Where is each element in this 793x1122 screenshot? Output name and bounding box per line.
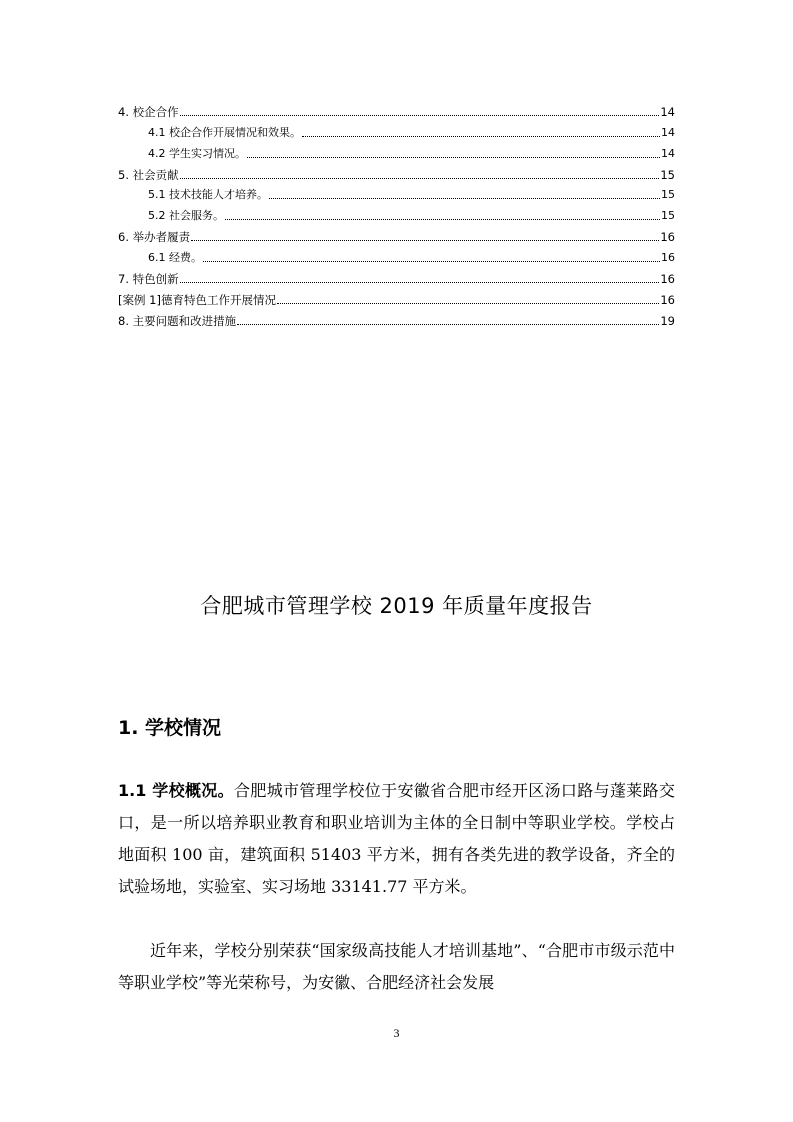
- toc-entry-title: 6.1 经费。: [148, 251, 202, 265]
- toc-entry[interactable]: [118, 223, 675, 244]
- toc-entry[interactable]: [118, 98, 675, 119]
- toc-entry-page: 15: [661, 188, 675, 202]
- toc-entry-page: 16: [661, 251, 675, 265]
- toc-entry[interactable]: [118, 307, 675, 328]
- toc-entry-title: 6. 举办者履责: [118, 230, 191, 245]
- toc-entry-title: [案例 1]德育特色工作开展情况: [118, 292, 276, 307]
- paragraph-text: 合肥城市管理学校位于安徽省合肥市经开区汤口路与蓬莱路交口，是一所以培养职业教育和职业培训为主体的全日制中等职业学校。学校占地面积 100 亩，建筑面积 51403 平方米，拥有各类先进的教学设备，齐全的试验场地，实验室、实习场地 33141.77 平方米。: [118, 781, 675, 896]
- paragraph-school-overview: [118, 775, 675, 903]
- toc-entry-page: 16: [660, 292, 675, 307]
- toc-leader-dots: [180, 282, 660, 283]
- toc-entry[interactable]: [118, 265, 675, 286]
- toc-entry-page: 14: [661, 125, 675, 139]
- toc-entry-page: 15: [660, 167, 675, 182]
- toc-leader-dots: [237, 324, 659, 325]
- paragraph-honors: 近年来，学校分别荣获“国家级高技能人才培训基地”、“合肥市市级示范中等职业学校”等光荣称号，为安徽、合肥经济社会发展: [118, 941, 675, 992]
- toc-entry[interactable]: [118, 286, 675, 307]
- toc-entry-page: 16: [660, 230, 675, 245]
- toc-entry-title: 7. 特色创新: [118, 272, 179, 287]
- toc-leader-dots: [180, 115, 660, 116]
- toc-leader-dots: [277, 303, 659, 304]
- toc-leader-dots: [203, 261, 660, 262]
- section-heading: 1. 学校情况: [118, 717, 222, 739]
- toc-entry-title: 4.2 学生实习情况。: [148, 146, 246, 160]
- toc-leader-dots: [191, 240, 659, 241]
- toc-leader-dots: [247, 157, 660, 158]
- toc-entry[interactable]: [118, 140, 675, 161]
- toc-leader-dots: [180, 178, 660, 179]
- toc-entry-title: 5.2 社会服务。: [148, 209, 224, 223]
- page-number: 3: [393, 1026, 400, 1040]
- toc-entry-page: 14: [660, 104, 675, 119]
- toc-entry-page: 16: [660, 272, 675, 287]
- toc-entry-page: 15: [661, 209, 675, 223]
- toc-entry-title: 5. 社会贡献: [118, 167, 179, 182]
- toc-entry-title: 8. 主要问题和改进措施: [118, 313, 237, 328]
- paragraph-lead: 1.1 学校概况。: [118, 781, 234, 800]
- toc-leader-dots: [269, 198, 660, 199]
- toc-entry-title: 4.1 校企合作开展情况和效果。: [148, 125, 301, 139]
- toc-entry-page: 14: [661, 146, 675, 160]
- toc-entry-title: 5.1 技术技能人才培养。: [148, 188, 268, 202]
- document-title: 合肥城市管理学校 2019 年质量年度报告: [200, 594, 593, 618]
- toc-entry[interactable]: [118, 244, 675, 265]
- table-of-contents: [118, 98, 675, 328]
- toc-entry[interactable]: [118, 202, 675, 223]
- toc-entry[interactable]: [118, 161, 675, 182]
- toc-entry[interactable]: [118, 119, 675, 140]
- toc-leader-dots: [302, 136, 660, 137]
- toc-entry-page: 19: [660, 313, 675, 328]
- toc-entry-title: 4. 校企合作: [118, 104, 179, 119]
- toc-leader-dots: [225, 219, 660, 220]
- toc-entry[interactable]: [118, 182, 675, 203]
